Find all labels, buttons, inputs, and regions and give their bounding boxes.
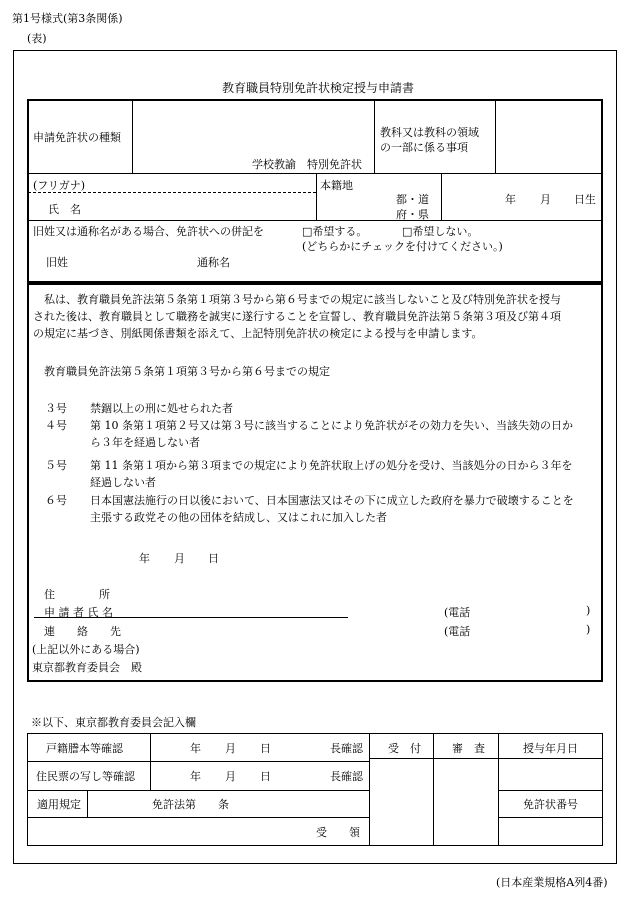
law-article-label: 免許法第 条 [152, 798, 229, 811]
reception-label: 受 付 [388, 742, 421, 755]
date-month: 月 [174, 552, 185, 565]
subject-label-line1: 教科又は教科の領域 [380, 126, 479, 139]
koseki-month: 月 [225, 742, 236, 755]
check-note: (どちらかにチェックを付けてください。) [302, 240, 503, 253]
address-input[interactable] [140, 584, 430, 600]
item-number: ５号 [45, 459, 67, 472]
residence-month: 月 [225, 770, 236, 783]
applicant-name-input[interactable] [140, 601, 340, 616]
contact-note: (上記以外にある場合) [32, 643, 140, 656]
date-day: 日 [208, 552, 219, 565]
license-type-input[interactable] [136, 102, 246, 152]
front-side-label: (表) [27, 32, 47, 45]
option-wish[interactable]: □希望する。 [302, 225, 368, 238]
koseki-day: 日 [260, 742, 271, 755]
item-text-cont: 経過しない者 [90, 476, 156, 489]
phone-close-1: ) [586, 604, 591, 617]
subject-label-line2: の一部に係る事項 [380, 141, 468, 154]
phone-label-1: (電話 [444, 606, 471, 619]
phone-input-1[interactable] [478, 602, 582, 617]
domicile-input[interactable] [320, 191, 392, 217]
item-number: ４号 [45, 419, 67, 432]
item-text-cont: ら３年を経過しない者 [90, 436, 200, 449]
item-text: 禁錮以上の刑に処せられた者 [90, 402, 233, 415]
paper-size-note: (日本産業規格A列4番) [496, 876, 608, 889]
declaration-line3: の規定に基づき、別紙関係書類を添えて、上記特別免許状の検定による授与を申請します。 [33, 327, 483, 340]
phone-input-2[interactable] [478, 621, 582, 636]
option-no-wish[interactable]: □希望しない。 [402, 225, 479, 238]
name-input[interactable] [120, 194, 314, 218]
receipt-label: 受 領 [316, 826, 360, 839]
old-name-label: 旧姓 [46, 256, 68, 269]
item-number: ３号 [45, 402, 67, 415]
item-text-cont: 主張する政党その他の団体を結成し、又はこれに加入した者 [90, 511, 387, 524]
birth-year-label: 年 [505, 193, 516, 206]
address-label: 住 所 [44, 588, 110, 601]
applicant-name-label: 申 請 者 氏 名 [44, 606, 113, 619]
name-label: 氏 名 [48, 203, 81, 216]
office-use-heading: ※以下、東京都教育委員会記入欄 [31, 716, 196, 729]
chief-check-1: 長確認 [330, 742, 363, 755]
item-number: ６号 [45, 494, 67, 507]
birth-month-label: 月 [540, 193, 551, 206]
prefecture-top: 都・道 [396, 193, 429, 206]
chief-check-2: 長確認 [330, 770, 363, 783]
phone-label-2: (電話 [444, 625, 471, 638]
law-heading: 教育職員免許法第５条第１項第３号から第６号までの規定 [44, 365, 330, 378]
applied-rule-label: 適用規定 [37, 798, 81, 811]
koseki-year: 年 [190, 742, 201, 755]
grant-date-label: 授与年月日 [523, 742, 578, 755]
item-text: 日本国憲法施行の日以後において、日本国憲法又はその下に成立した政府を暴力で破壊することを [90, 494, 574, 507]
common-name-label: 通称名 [197, 256, 230, 269]
license-type-value: 学校教諭 特別免許状 [252, 158, 362, 171]
date-year: 年 [139, 552, 150, 565]
subject-input[interactable] [498, 102, 600, 170]
item-text: 第 10 条第１項第２号又は第３号に該当することにより免許状がその効力を失い、当該失効の日か [90, 419, 573, 432]
form-number: 第1号様式(第3条関係) [12, 12, 123, 25]
item-text: 第 11 条第１項から第３項までの規定により免許状取上げの処分を受け、当該処分の日から３年を [90, 459, 573, 472]
review-label: 審 査 [452, 742, 485, 755]
residence-year: 年 [190, 770, 201, 783]
furigana-label: (フリガナ) [33, 179, 86, 192]
license-number-label: 免許状番号 [523, 798, 578, 811]
license-type-label: 申請免許状の種類 [33, 131, 121, 144]
domicile-label: 本籍地 [320, 179, 353, 192]
recipient: 東京都教育委員会 殿 [32, 661, 142, 674]
declaration-line2: された後は、教育職員として職務を誠実に遂行することを宣誓し、教育職員免許法第５条第３項及び第４項 [33, 310, 561, 323]
koseki-check-label: 戸籍謄本等確認 [46, 742, 123, 755]
contact-label: 連 絡 先 [44, 625, 121, 638]
alias-question: 旧姓又は通称名がある場合、免許状への併記を [33, 225, 264, 238]
declaration-line1: 私は、教育職員免許法第５条第１項第３号から第６号までの規定に該当しないこと及び特別免許状を授与 [44, 293, 561, 306]
residence-check-label: 住民票の写し等確認 [36, 770, 135, 783]
form-title: 教育職員特別免許状検定授与申請書 [222, 81, 415, 95]
birth-day-label: 日生 [574, 193, 596, 206]
phone-close-2: ) [586, 623, 591, 636]
residence-day: 日 [260, 770, 271, 783]
prefecture-bottom: 府・県 [396, 208, 429, 221]
